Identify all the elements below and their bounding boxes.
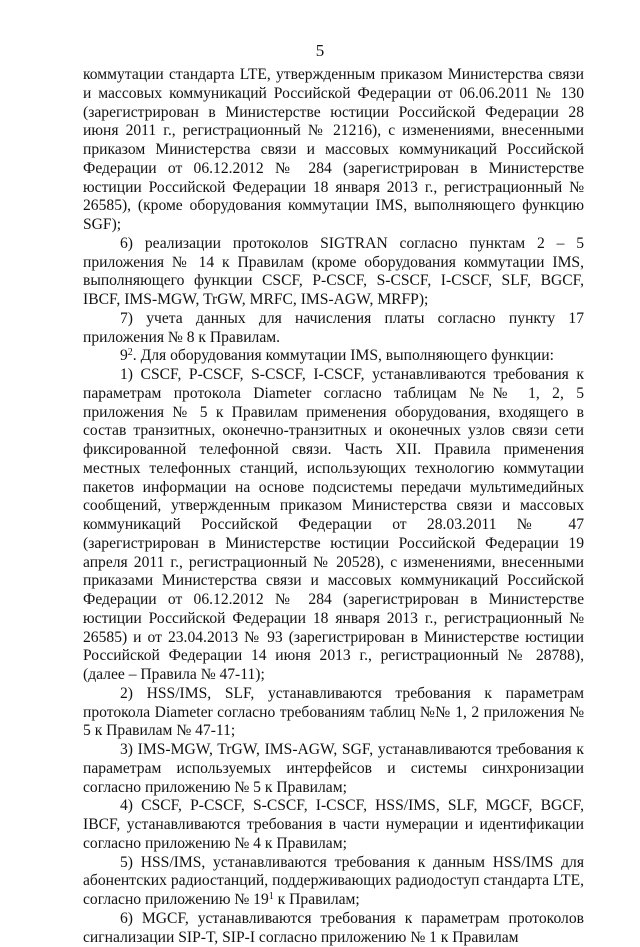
text-run: коммутации стандарта LTE, утвержденным приказом Министерства связи и массовых коммуникаций Российской Федерации от 06.06.2011 № 130 (зарегистрирован в Министерстве юстиции Российской Федерации 28 июня 2011 г., регистрационный № 21216), с изменениями, внесенными приказом Министерства связи и массовых коммуникаций Российской Федерации от 06.12.2012 № 284 (зарегистрирован в Министерстве юстиции Российской Федерации 18 января 2013 г., регистрационный № 26585), (кроме оборудования коммутации IMS, выполняющего функцию SGF);	[83, 66, 584, 233]
paragraph	[83, 797, 584, 853]
text-run: 6) MGCF, устанавливаются требования к параметрам протоколов сигнализации SIP-T, SIP-I согласно приложению № 1 к Правилам	[83, 909, 584, 946]
document-body	[83, 66, 584, 947]
superscript: 2	[127, 347, 133, 359]
paragraph	[83, 235, 584, 310]
text-run: 1) CSCF, P-CSCF, S-CSCF, I-CSCF, устанавливаются требования к параметрам протокола Diameter согласно таблицам №№ 1, 2, 5 приложения № 5 к Правилам применения оборудования, входящего в состав транзитных, оконечно-транзитных и оконечных узлов связи сети фиксированной телефонной связи. Часть XII. Правила применения местных телефонных станций, использующих технологию коммутации пакетов информации на основе подсистемы передачи мультимедийных сообщений, утвержденным приказом Министерства связи и массовых коммуникаций Российской Федерации от 28.03.2011 № 47 (зарегистрирован в Министерстве юстиции Российской Федерации 19 апреля 2011 г., регистрационный № 20528), с изменениями, внесенными приказами Министерства связи и массовых коммуникаций Российской Федерации от 06.12.2012 № 284 (зарегистрирован в Министерстве юстиции Российской Федерации 18 января 2013 г., регистрационный № 26585) и от 23.04.2013 № 93 (зарегистрирован в Министерстве юстиции Российской Федерации 14 июня 2013 г., регистрационный № 28788), (далее – Правила № 47-11);	[83, 366, 584, 683]
text-run: к Правилам;	[273, 891, 360, 908]
paragraph	[83, 910, 584, 947]
superscript: 1	[268, 891, 274, 902]
text-run: 6) реализации протоколов SIGTRAN согласно пунктам 2 – 5 приложения № 14 к Правилам (кроме оборудования коммутации IMS, выполняющего функции CSCF, P-CSCF, S-CSCF, I-CSCF, SLF, BGCF, IBCF, IMS-MGW, TrGW, MRFC, IMS-AGW, MRFP);	[83, 234, 584, 308]
text-run: 9	[120, 347, 128, 365]
paragraph	[83, 685, 584, 741]
text-run: . Для оборудования коммутации IMS, выполняющего функции:	[132, 347, 554, 365]
page-number: 5	[315, 41, 325, 60]
text-run: 4) CSCF, P-CSCF, S-CSCF, I-CSCF, HSS/IMS, SLF, MGCF, BGCF, IBCF, устанавливаются требования в части нумерации и идентификации согласно приложению № 4 к Правилам;	[83, 797, 584, 852]
text-run: 5) HSS/IMS, устанавливаются требования к данным HSS/IMS для абонентских радиостанций, поддерживающих радиодоступ стандарта LTE, согласно приложению № 19	[83, 853, 584, 908]
paragraph	[83, 366, 584, 685]
text-run: 3) IMS-MGW, TrGW, IMS-AGW, SGF, устанавливаются требования к параметрам используемых интерфейсов и системы синхронизации согласно приложению № 5 к Правилам;	[83, 741, 584, 796]
paragraph	[83, 310, 584, 348]
paragraph	[83, 741, 584, 797]
paragraph	[83, 347, 584, 366]
text-run: 2) HSS/IMS, SLF, устанавливаются требования к параметрам протокола Diameter согласно требованиям таблиц №№ 1, 2 приложения № 5 к Правилам № 47-11;	[83, 684, 584, 740]
paragraph	[83, 854, 584, 910]
paragraph	[83, 66, 584, 235]
text-run: 7) учета данных для начисления платы согласно пункту 17 приложения № 8 к Правилам.	[83, 309, 584, 346]
